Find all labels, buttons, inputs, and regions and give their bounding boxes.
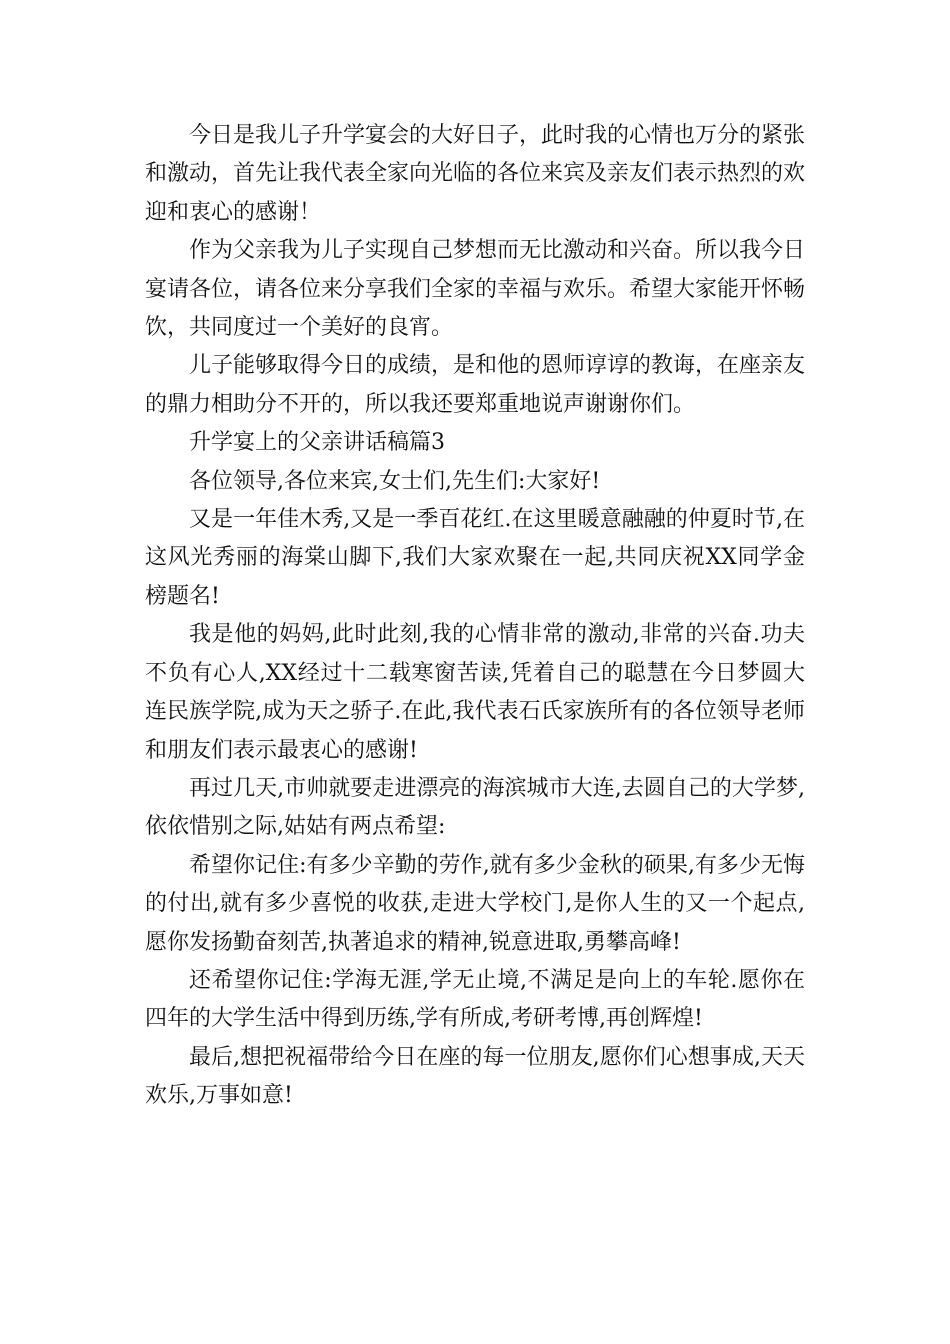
paragraph-8: 希望你记住:有多少辛勤的劳作,就有多少金秋的硕果,有多少无悔的付出,就有多少喜悦的收获,走进大学校门,是你人生的又一个起点,愿你发扬勤奋刻苦,执著追求的精神,锐意进取,勇攀高峰! xyxy=(145,852,805,955)
section-heading: 升学宴上的父亲讲话稿篇3 xyxy=(189,430,445,456)
paragraph-7: 再过几天,市帅就要走进漂亮的海滨城市大连,去圆自己的大学梦,依依惜别之际,姑姑有两点希望: xyxy=(145,775,805,840)
paragraph-1: 今日是我儿子升学宴会的大好日子，此时我的心情也万分的紧张和激动，首先让我代表全家向光临的各位来宾及亲友们表示热烈的欢迎和衷心的感谢！ xyxy=(145,123,806,225)
paragraph-6: 我是他的妈妈,此时此刻,我的心情非常的激动,非常的兴奋.功夫不负有心人,XX经过十二载寒窗苦读,凭着自己的聪慧在今日梦圆大连民族学院,成为天之骄子.在此,我代表石氏家族所有的各位领导老师和朋友们表示最衷心的感谢! xyxy=(145,622,805,763)
paragraph-9: 还希望你记住:学海无涯,学无止境,不满足是向上的车轮.愿你在四年的大学生活中得到历练,学有所成,考研考博,再创辉煌! xyxy=(145,967,805,1032)
paragraph-10: 最后,想把祝福带给今日在座的每一位朋友,愿你们心想事成,天天欢乐,万事如意! xyxy=(145,1044,805,1109)
paragraph-greeting: 各位领导,各位来宾,女士们,先生们:大家好! xyxy=(189,468,601,494)
paragraph-2: 作为父亲我为儿子实现自己梦想而无比激动和兴奋。所以我今日宴请各位，请各位来分享我们全家的幸福与欢乐。希望大家能开怀畅饮，共同度过一个美好的良宵。 xyxy=(145,238,806,341)
paragraph-5: 又是一年佳木秀,又是一季百花红.在这里暖意融融的仲夏时节,在这风光秀丽的海棠山脚下,我们大家欢聚在一起,共同庆祝XX同学金榜题名! xyxy=(145,507,805,609)
paragraph-3: 儿子能够取得今日的成绩，是和他的恩师谆谆的教诲，在座亲友的鼎力相助分不开的，所以我还要郑重地说声谢谢你们。 xyxy=(145,353,806,417)
document-body xyxy=(145,117,805,1116)
